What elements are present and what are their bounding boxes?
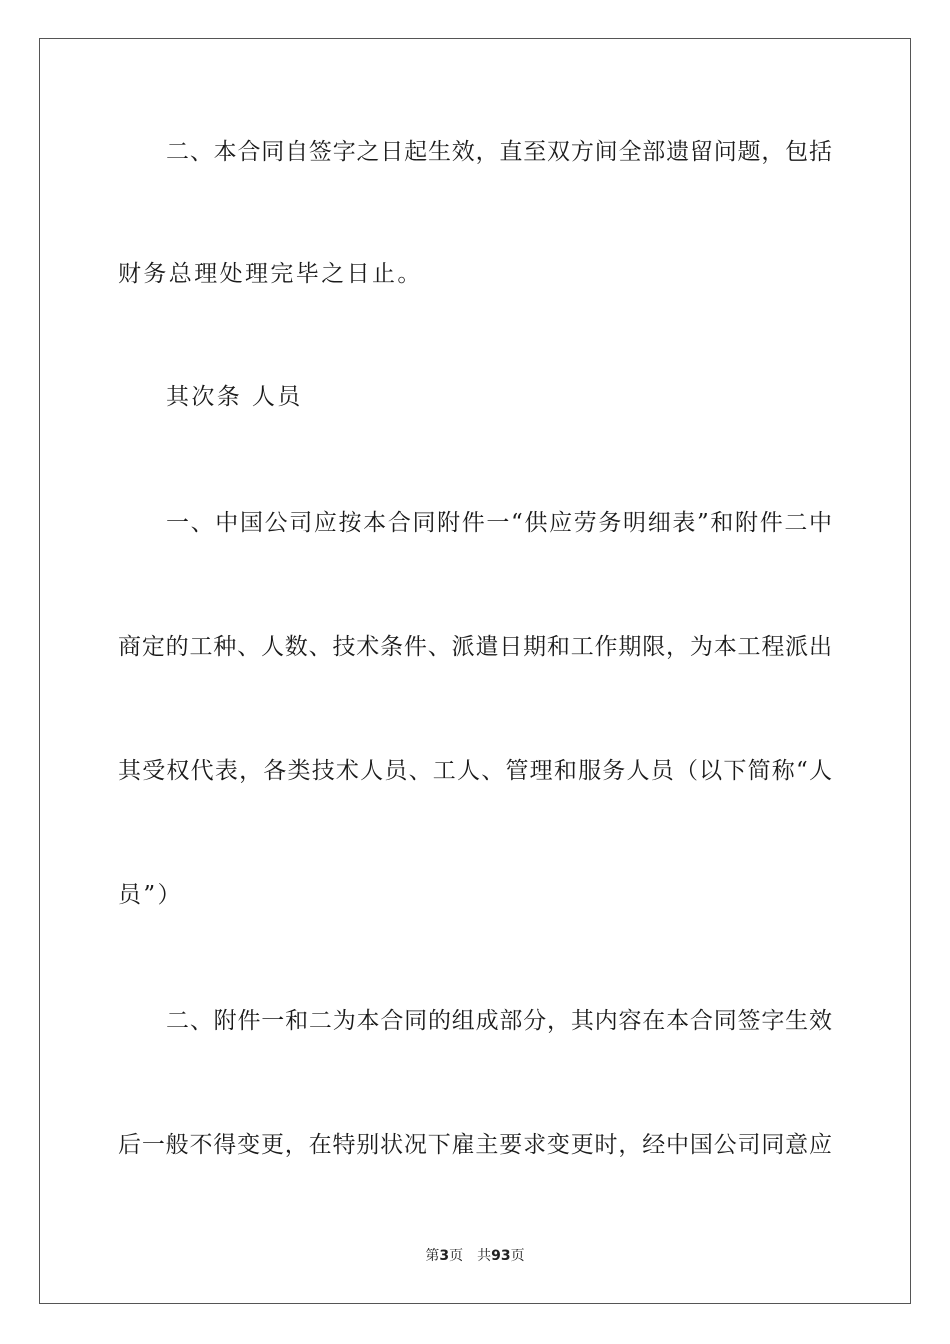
paragraph-line: 财务总理处理完毕之日止。 xyxy=(118,261,423,287)
page-border xyxy=(39,38,911,1304)
footer-page-prefix: 第 xyxy=(425,1248,440,1264)
footer-total-suffix: 页 xyxy=(510,1248,525,1264)
footer-page-total: 93 xyxy=(491,1248,511,1264)
paragraph-line: 一、中国公司应按本合同附件一“供应劳务明细表”和附件二中 xyxy=(166,510,832,536)
paragraph-line: 其受权代表，各类技术人员、工人、管理和服务人员（以下简称“人 xyxy=(118,758,832,784)
footer-page-current: 3 xyxy=(439,1248,450,1264)
footer-total-prefix: 共 xyxy=(477,1248,492,1264)
paragraph-line: 后一般不得变更，在特别状况下雇主要求变更时，经中国公司同意应 xyxy=(118,1132,832,1158)
paragraph-line: 商定的工种、人数、技术条件、派遣日期和工作期限，为本工程派出 xyxy=(118,634,832,660)
paragraph-line: 二、本合同自签字之日起生效，直至双方间全部遗留问题，包括 xyxy=(166,139,832,165)
paragraph-line: 员”） xyxy=(118,882,183,908)
page-footer xyxy=(0,1246,950,1266)
footer-page-suffix: 页 xyxy=(449,1248,464,1264)
section-heading: 其次条 人员 xyxy=(166,384,303,410)
paragraph-line: 二、附件一和二为本合同的组成部分，其内容在本合同签字生效 xyxy=(166,1008,832,1034)
